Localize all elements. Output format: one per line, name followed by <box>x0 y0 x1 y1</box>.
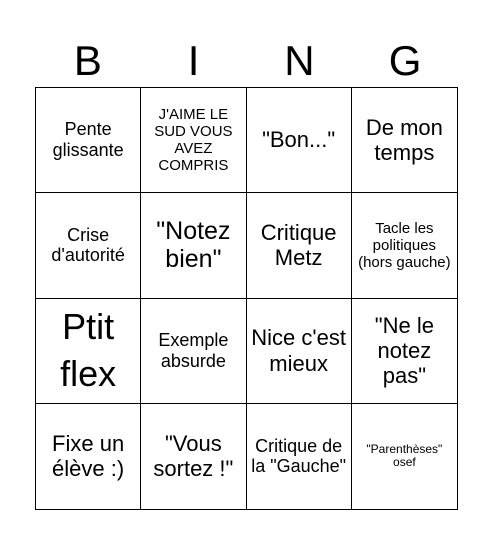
bingo-cell[interactable]: Exemple absurde <box>141 299 246 404</box>
bingo-cell[interactable]: Nice c'est mieux <box>247 299 352 404</box>
bingo-cell[interactable]: Fixe un élève :) <box>36 404 141 509</box>
bingo-cell[interactable]: Ptit flex <box>36 299 141 404</box>
bingo-cell[interactable]: "Parenthèses" osef <box>366 441 443 470</box>
bingo-header <box>35 36 458 86</box>
bingo-cell[interactable]: J'AIME LE SUD VOUS AVEZ COMPRIS <box>141 88 246 193</box>
header-letter-i: I <box>187 37 200 84</box>
bingo-cell[interactable]: Critique de la "Gauche" <box>247 404 352 509</box>
bingo-cell[interactable]: De mon temps <box>352 88 457 193</box>
header-letter-b: B <box>73 37 102 84</box>
header-letter-g: G <box>388 37 422 84</box>
bingo-cell[interactable]: "Notez bien" <box>141 193 246 298</box>
bingo-cell[interactable]: "Vous sortez !" <box>141 404 246 509</box>
bingo-cell[interactable]: Crise d'autorité <box>36 193 141 298</box>
bingo-cell[interactable]: Critique Metz <box>247 193 352 298</box>
bingo-grid <box>35 87 458 510</box>
header-letter-n: N <box>284 37 315 84</box>
bingo-cell[interactable]: "Bon..." <box>247 88 352 193</box>
bingo-cell[interactable]: Pente glissante <box>36 88 141 193</box>
bingo-cell[interactable]: Tacle les politiques (hors gauche) <box>352 193 457 298</box>
bingo-cell[interactable]: "Ne le notez pas" <box>352 299 457 404</box>
